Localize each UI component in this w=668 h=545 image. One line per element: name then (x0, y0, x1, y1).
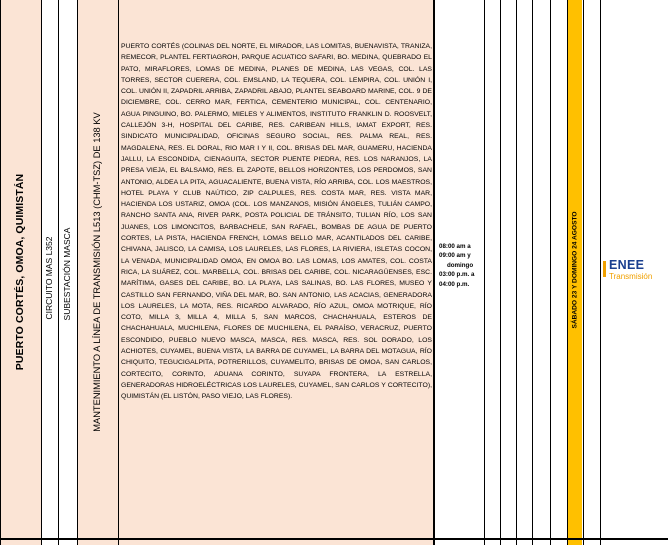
col-border-0 (0, 0, 1, 545)
col-border-6 (484, 0, 485, 545)
col-border-13 (600, 0, 601, 545)
hours-line: 04:00 p.m. (439, 280, 470, 288)
schedule-hours (439, 242, 483, 289)
col-border-2 (58, 0, 59, 545)
circuit-label: CIRCUITO MAS L352 (44, 236, 54, 320)
substation-label: SUBESTACIÓN MASCA (62, 227, 72, 321)
col-border-1 (41, 0, 42, 545)
col-border-7 (500, 0, 501, 545)
affected-areas-text: PUERTO CORTÉS (COLINAS DEL NORTE, EL MIRADOR, LAS LOMITAS, BUENAVISTA, TRANIZA, REMECOR, PLANTEL FERTIAGROH, PARQUE ACUATICO SAFARI, BO. MEDINA, QUEBRADO EL PATO, MIRAFLORES, LOMAS DE MEDINA, PLANES DE MEDINA, LAS VEGAS, COL. LAS TORRES, SECTOR CUERERA, COL. EMSLAND, LA TEQUERA, COL. LEMPIRA, COL. UNIÓN I, COL. UNIÓN II, ZAPADRIL ARRIBA, ZAPADRIL ABAJO, PLANTEL SEABOARD MARINE, COL. 9 DE DICIEMBRE, COL. CERRO MAR, FERTICA, CEMENTERIO MUNICIPAL, COL. CENTENARIO, AGUA PINGUINO, BO. PALERMO, MIELES Y ALIMENTOS, INSTITUTO FRANKLIN D. ROOSVELT, CALLEJÓN 3-H, HOSPITAL DEL CARIBE, RES. CARIBEAN HILLS, IAMAT EXPORT, RES. SINDICATO MUNICIPALIDAD, OFICINAS SEGURO SOCIAL, RES. PALMA REAL, RES. MAGDALENA, RES. EL DORAL, RIO MAR I Y II, COL. BRISAS DEL MAR, GUAMERU, HACIENDA JALLU, LA ESCONDIDA, CIENAGUITA, SECTOR PUENTE PIEDRA, RES. LOS NARANJOS, LA PRESA VIEJA, EL BALSAMO, RES. EL ZAPOTE, BELLOS HORIZONTES, LOS PERDOMOS, SAN ANTONIO, ALDEA LA PITA, AGUACALIENTE, BUENA VISTA, RÍO ARRIBA, COL. LOS MAESTROS, HOTEL PLAYA Y CLUB NAÚTICO, ZIP CALPULES, RES. COSTA MAR, RES. VISTA MAR, HACIENDA LOS USTARIZ, OMOA (COL. LOS MANZANOS, MISIÓN ÁNGELES, TULIÁN CAMPO, RANCHO SANTA ANA, RIVER PARK, POSTA POLICIAL DE TRÁNSITO, TULIAN RÍO, LOS SAN JUANES, LOS LIMONCITOS, BARBACHELE, SAN RAFAEL, BOMBAS DE AGUA DE PUERTO CORTES, LA PISTA, HACIENDA FRENCH, LOMAS BELLO MAR, ACANTILADOS DEL CARIBE, CHIVANA, JALISCO, LA CAMISA, LOS LAURELES, LAS FLORES, LA RIVIERA, ISLETAS COCON, LA VENADA, MUNICIPALIDAD OMOA, EN OMOA BO. LAS LOMAS, LOS AMATES, COL. COSTA RICA, LA SUÁREZ, COL. MARBELLA, COL. BRISAS DEL CARIBE, COL. NICARAGÜENSES, ESC. MARÍTIMA, GASES DEL CARIBE, BO. LA PLAYA, LAS SALINAS, BO. LAS FLORES, MUSEO Y CASTILLO SAN FERNANDO, VIÑA DEL MAR, BO. SAN ANTONIO, LAS ACACIAS, GENERADORA LOS LAURELES, LA MOTA, RES. RICARDO ALVARADO, RÍO AZUL, OMOA MOTRIQUE, RÍO COTO, MILLA 3, MILLA 4, MILLA 5, SAN MARCOS, CHACHAHUALA, ESTEROS DE CHACHAHUALA, MUCHILENA, FLORES DE MUCHILENA, EL PARAÍSO, VERACRUZ, PUERTO ESCONDIDO, PUEBLO NUEVO MASCA, MASCA, RES. MASCA, RES. SOL DORADO, LOS ACHIOTES, CUYAMEL, BUENA VISTA, LA BARRA DE CUYAMEL, LA BARRA DEL MOTAGUA, RÍO CHIQUITO, TEGUCIGALPITA, POTRERILLOS, CUYAMELITO, BRISAS DE OMOA, SAN CARLOS, CORTECITO, CORINTO, ADUANA CORINTO, SUYAPA FRONTERA, LA ESTRELLA, GENERADORAS HIDROELÉCTRICAS LOS LAURELES, CUYAMEL, SAN CARLOS Y CORTECITO), QUIMISTÁN (EL LISTÓN, PASO VIEJO, LAS FLORES). (121, 43, 432, 401)
activity-label: MANTENIMIENTO A LÍNEA DE TRANSMISIÓN L513 (CHM-TSZ) DE 138 KV (92, 112, 102, 432)
col-border-5 (433, 0, 435, 545)
col-border-9 (532, 0, 533, 545)
col-border-3 (77, 0, 78, 545)
logo-mark-icon (603, 261, 606, 277)
col-border-11 (567, 0, 568, 545)
date-label: SÁBADO 23 Y DOMINGO 24 AGOSTO (571, 211, 579, 329)
col-border-4 (118, 0, 119, 545)
col-border-12 (583, 0, 584, 545)
col-border-8 (516, 0, 517, 545)
hours-line: 08:00 am a (439, 243, 471, 250)
logo-name: ENEE (609, 258, 645, 272)
hours-line: 09:00 am y (439, 252, 471, 260)
hours-line: domingo (447, 261, 474, 269)
logo-subtitle: Transmisión (609, 272, 653, 281)
hours-line: 03:00 p.m. a (439, 271, 475, 279)
col-border-10 (550, 0, 551, 545)
zone-label: PUERTO CORTÉS, OMOA, QUIMISTÁN (14, 173, 26, 371)
